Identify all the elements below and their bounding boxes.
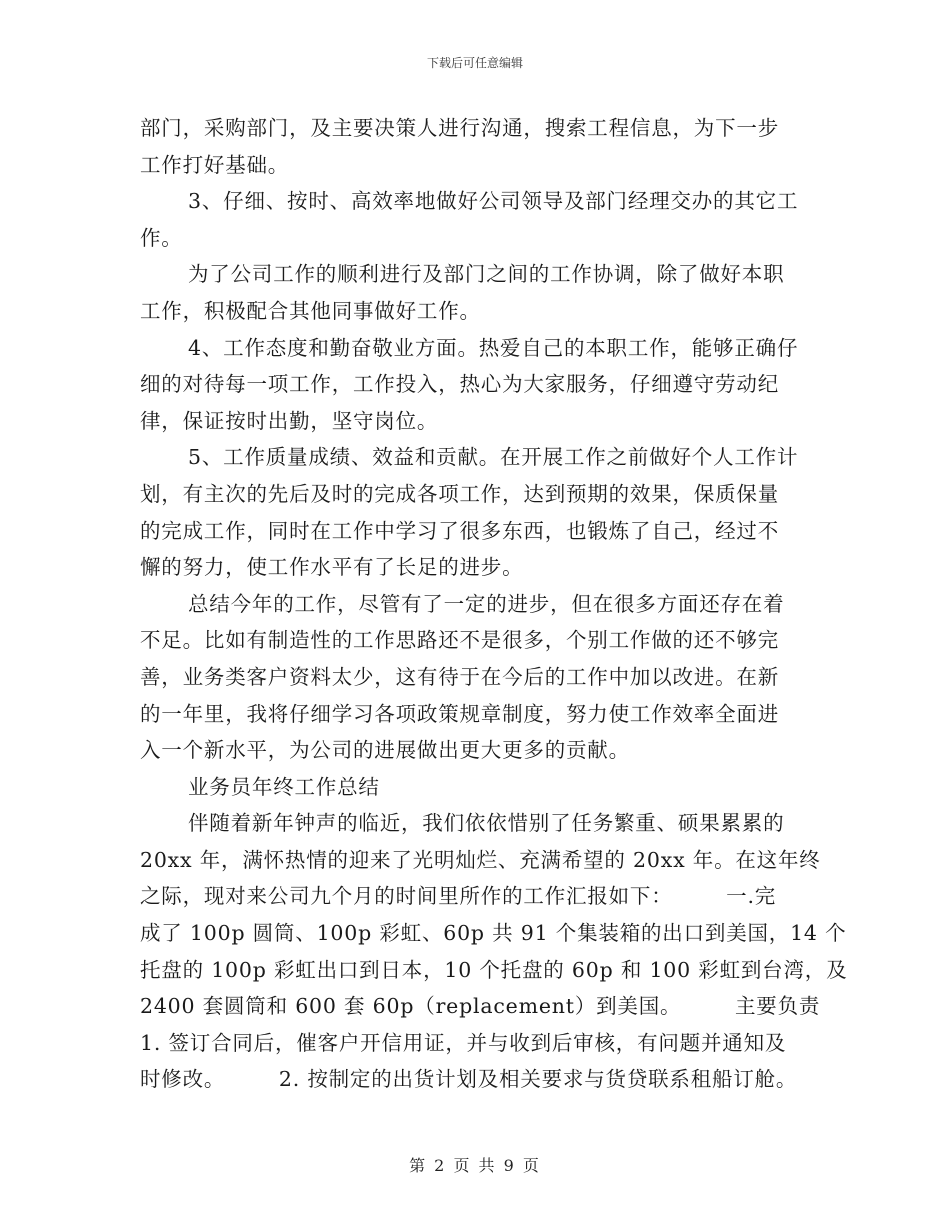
text-line: 为了公司工作的顺利进行及部门之间的工作协调，除了做好本职: [188, 262, 785, 287]
text-line: 20xx 年，满怀热情的迎来了光明灿烂、充满希望的 20xx 年。在这年终: [140, 847, 821, 872]
text-line: 划，有主次的先后及时的完成各项工作，达到预期的效果，保质保量: [140, 481, 779, 506]
text-line: 3、仔细、按时、高效率地做好公司领导及部门经理交办的其它工: [188, 189, 799, 214]
text-line: 总结今年的工作，尽管有了一定的进步，但在很多方面还存在着: [188, 591, 785, 616]
document-body: [140, 110, 848, 1098]
text-line: 不足。比如有制造性的工作思路还不是很多，个别工作做的还不够完: [140, 628, 779, 653]
text-line: 2400 套圆筒和 600 套 60p（replacement）到美国。 主要负责: [140, 994, 821, 1019]
text-line: 的一年里，我将仔细学习各项政策规章制度，努力使工作效率全面进: [140, 701, 779, 726]
text-line: 工作，积极配合其他同事做好工作。: [140, 298, 481, 323]
text-line: 托盘的 100p 彩虹出口到日本，10 个托盘的 60p 和 100 彩虹到台湾，及: [140, 957, 848, 982]
text-line: 工作打好基础。: [140, 152, 290, 177]
text-line: 5、工作质量成绩、效益和贡献。在开展工作之前做好个人工作计: [188, 445, 799, 470]
text-line: 律，保证按时出勤，坚守岗位。: [140, 408, 439, 433]
page-number: 第 2 页 共 9 页: [409, 1156, 541, 1175]
text-line: 的完成工作，同时在工作中学习了很多东西，也锻炼了自己，经过不: [140, 518, 779, 543]
text-line: 1. 签订合同后，催客户开信用证，并与收到后审核，有问题并通知及: [140, 1030, 787, 1055]
text-line: 入一个新水平，为公司的进展做出更大更多的贡献。: [140, 738, 630, 763]
text-line: 细的对待每一项工作，工作投入，热心为大家服务，仔细遵守劳动纪: [140, 372, 779, 397]
text-line: 之际，现对来公司九个月的时间里所作的工作汇报如下： 一.完: [140, 884, 777, 909]
text-line: 成了 100p 圆筒、100p 彩虹、60p 共 91 个集装箱的出口到美国，14 个: [140, 921, 847, 946]
text-line: 伴随着新年钟声的临近，我们依依惜别了任务繁重、硕果累累的: [188, 811, 785, 836]
text-line: 善，业务类客户资料太少，这有待于在今后的工作中加以改进。在新: [140, 664, 779, 689]
text-line: 部门，采购部门，及主要决策人进行沟通，搜索工程信息，为下一步: [140, 116, 779, 140]
section-title: 业务员年终工作总结: [188, 774, 380, 799]
page-header: 下载后可任意编辑: [426, 56, 523, 70]
text-line: 4、工作态度和勤奋敬业方面。热爱自己的本职工作，能够正确仔: [188, 335, 799, 360]
text-line: 作。: [140, 225, 183, 250]
text-line: 时修改。 2. 按制定的出货计划及相关要求与货贷联系租船订舱。: [140, 1067, 798, 1092]
text-line: 懈的努力，使工作水平有了长足的进步。: [140, 555, 524, 580]
